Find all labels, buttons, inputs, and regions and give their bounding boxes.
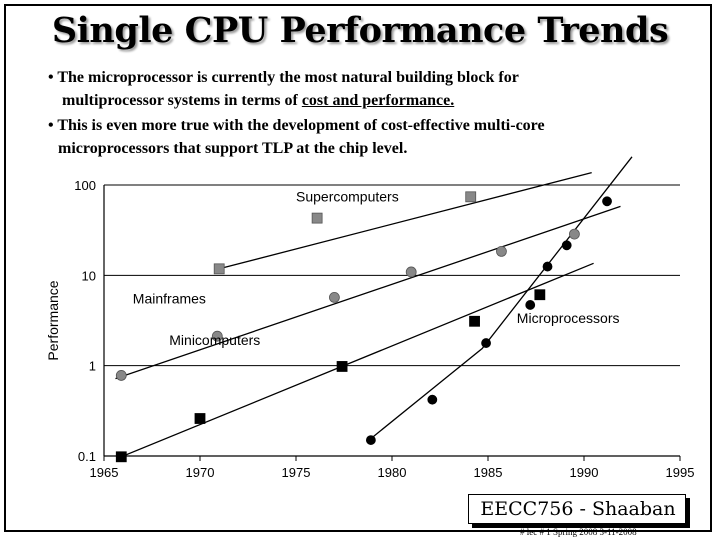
bullet-1-line-1: • The microprocessor is currently the most natural building block for (48, 69, 519, 86)
data-point (543, 262, 552, 271)
bullet-2-line-2: microprocessors that support TLP at the chip level. (58, 140, 408, 157)
footer-box (468, 494, 686, 524)
x-tick-label: 1995 (665, 465, 695, 480)
data-point (496, 246, 506, 256)
data-points (116, 192, 611, 462)
data-point (312, 213, 322, 223)
series-label: Microprocessors (516, 310, 620, 327)
data-point (603, 197, 612, 206)
footer-label: EECC756 - Shaaban (480, 498, 676, 520)
y-tick-label: 0.1 (77, 449, 96, 464)
y-axis-label: Performance (45, 280, 61, 361)
x-tick-label: 1990 (569, 465, 599, 480)
trend-line (219, 173, 592, 269)
series-label: Minicomputers (169, 331, 261, 348)
data-point (569, 229, 579, 239)
data-point (470, 316, 480, 326)
x-tick-label: 1965 (89, 465, 119, 480)
series-label: Mainframes (132, 290, 206, 307)
y-tick-label: 10 (81, 268, 96, 284)
data-point (428, 395, 437, 404)
data-point (366, 436, 375, 445)
data-point (562, 241, 571, 250)
data-point (329, 292, 339, 302)
x-tick-label: 1980 (377, 465, 407, 480)
tick-labels (74, 178, 694, 480)
y-tick-label: 100 (74, 178, 96, 193)
y-tick-label: 1 (88, 358, 96, 374)
data-point (116, 370, 126, 380)
data-point (482, 339, 491, 348)
x-tick-label: 1970 (185, 465, 215, 480)
bullet-1-line-2: multiprocessor systems in terms of cost and performance. (62, 92, 455, 109)
bullet-2-line-1: • This is even more true with the development of cost-effective multi-core (48, 117, 545, 134)
data-point (535, 290, 545, 300)
slide-title: Single CPU Performance Trends (51, 10, 669, 51)
data-point (406, 267, 416, 277)
data-point (195, 414, 205, 424)
footer-sub: # lec # 1 Spring 2008 3-11-2008 (520, 527, 637, 537)
underlined-text: cost and performance. (301, 92, 455, 109)
data-point (337, 361, 347, 371)
data-point (214, 264, 224, 274)
data-point (466, 192, 476, 202)
x-tick-label: 1985 (473, 465, 503, 480)
x-tick-label: 1975 (281, 465, 311, 480)
series-label: Supercomputers (296, 188, 399, 205)
data-point (526, 300, 535, 309)
data-point (116, 452, 126, 462)
trend-line (369, 157, 632, 440)
